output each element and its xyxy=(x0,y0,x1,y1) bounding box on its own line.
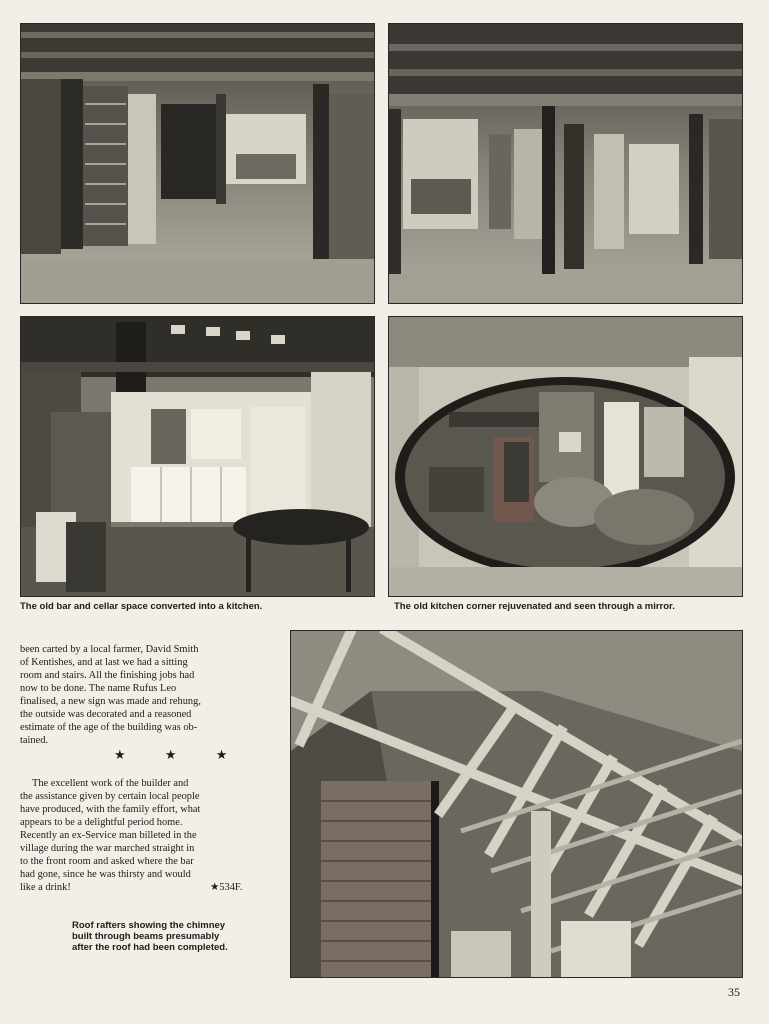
caption-kitchen: The old bar and cellar space converted into a kitchen. xyxy=(20,601,263,612)
article-reference: ★534F. xyxy=(210,882,243,893)
article-line: the assistance given by certain local people xyxy=(20,791,200,802)
article-line: estimate of the age of the building was ob- xyxy=(20,722,198,733)
article-line: finalised, a new sign was made and rehung, xyxy=(20,696,201,707)
timber-framed-room-photo xyxy=(389,24,742,303)
article-line: appears to be a delightful period home. xyxy=(20,817,183,828)
timber-framed-cellar-photo xyxy=(21,24,374,303)
article-line: like a drink! xyxy=(20,882,71,893)
article-line: had gone, since he was thirsty and would xyxy=(20,869,191,880)
article-line: village during the war marched straight in xyxy=(20,843,195,854)
caption-roof-line: after the roof had been completed. xyxy=(72,942,228,953)
photo-bar-room-right xyxy=(388,23,743,304)
page-number: 35 xyxy=(728,985,740,999)
caption-roof-line: built through beams presumably xyxy=(72,931,220,942)
article-line: tained. xyxy=(20,735,48,746)
article-line: now to be done. The name Rufus Leo xyxy=(20,683,177,694)
photo-mirror xyxy=(388,316,743,597)
photo-kitchen xyxy=(20,316,375,597)
oval-mirror-photo xyxy=(389,317,742,596)
roof-rafters-photo xyxy=(291,631,742,977)
article-line: The excellent work of the builder and xyxy=(32,778,189,789)
article-line: to the front room and asked where the bar xyxy=(20,856,194,867)
article-line: of Kentishes, and at last we had a sitting xyxy=(20,657,188,668)
caption-roof-line: Roof rafters showing the chimney xyxy=(72,920,226,931)
photo-roof-rafters xyxy=(290,630,743,978)
article-line: the outside was decorated and a reasoned xyxy=(20,709,192,720)
kitchen-photo xyxy=(21,317,374,596)
photo-bar-room-left xyxy=(20,23,375,304)
article-line: have produced, with the family effort, what xyxy=(20,804,201,815)
caption-mirror: The old kitchen corner rejuvenated and seen through a mirror. xyxy=(394,601,675,612)
article-line: been carted by a local farmer, David Smith xyxy=(20,644,199,655)
section-separator: ★ ★ ★ xyxy=(114,747,246,762)
article-line: room and stairs. All the finishing jobs had xyxy=(20,670,195,681)
caption-roof xyxy=(72,920,228,953)
article-line: Recently an ex-Service man billeted in the xyxy=(20,830,197,841)
